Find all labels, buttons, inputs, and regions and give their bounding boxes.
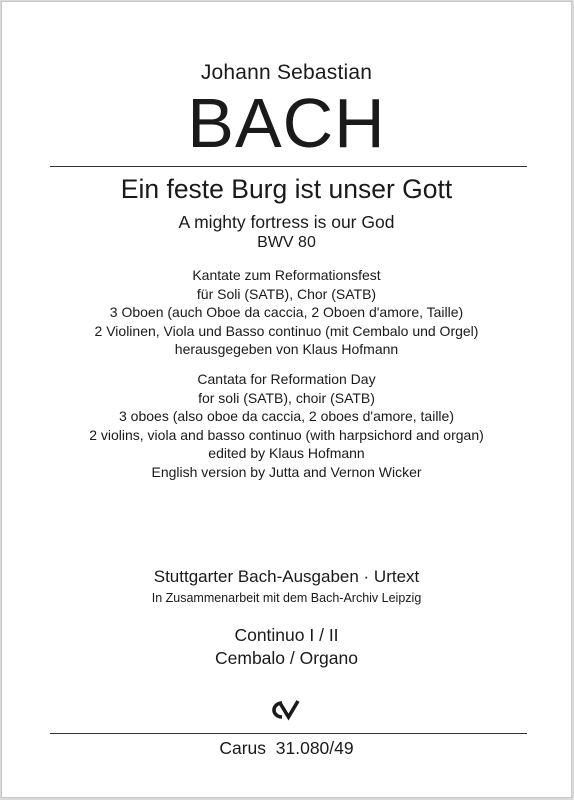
catalog-number: BWV 80 — [257, 234, 316, 251]
description-german — [2, 266, 571, 359]
description-line: English version by Jutta and Vernon Wicker — [151, 463, 422, 480]
description-line: Kantate zum Reformationsfest — [192, 267, 381, 283]
composer-first-names: Johann Sebastian — [200, 61, 373, 84]
description-line: für Soli (SATB), Chor (SATB) — [196, 285, 377, 302]
score-cover-page — [1, 1, 572, 798]
description-line: 2 Violinen, Viola und Basso continuo (mit Cembalo und Orgel) — [94, 322, 479, 339]
work-title-english: A mighty fortress is our God — [178, 212, 395, 232]
bottom-divider — [50, 733, 527, 734]
description-line: 3 Oboen (auch Oboe da caccia, 2 Oboen d'amore, Taille) — [109, 304, 464, 321]
description-line: edited by Klaus Hofmann — [208, 445, 365, 462]
work-title: Ein feste Burg ist unser Gott — [120, 174, 453, 204]
description-english — [2, 370, 571, 482]
series-cooperation: In Zusammenarbeit mit dem Bach-Archiv Leipzig — [151, 591, 422, 605]
description-line: Cantata for Reformation Day — [197, 371, 376, 387]
publisher-catalog-number: Carus 31.080/49 — [219, 738, 354, 758]
part-name: Continuo I / II — [234, 625, 339, 645]
description-line: herausgegeben von Klaus Hofmann — [174, 341, 399, 358]
description-line: 3 oboes (also oboe da caccia, 2 oboes d'amore, taille) — [119, 408, 454, 425]
series-name: Stuttgarter Bach-Ausgaben · Urtext — [153, 567, 420, 586]
carus-cv-logo-icon — [268, 699, 304, 721]
description-line: for soli (SATB), choir (SATB) — [198, 389, 375, 406]
description-line: 2 violins, viola and basso continuo (with harpsichord and organ) — [89, 426, 484, 443]
composer-surname: BACH — [187, 84, 386, 162]
part-instruments: Cembalo / Organo — [215, 648, 358, 668]
top-divider — [50, 166, 527, 167]
